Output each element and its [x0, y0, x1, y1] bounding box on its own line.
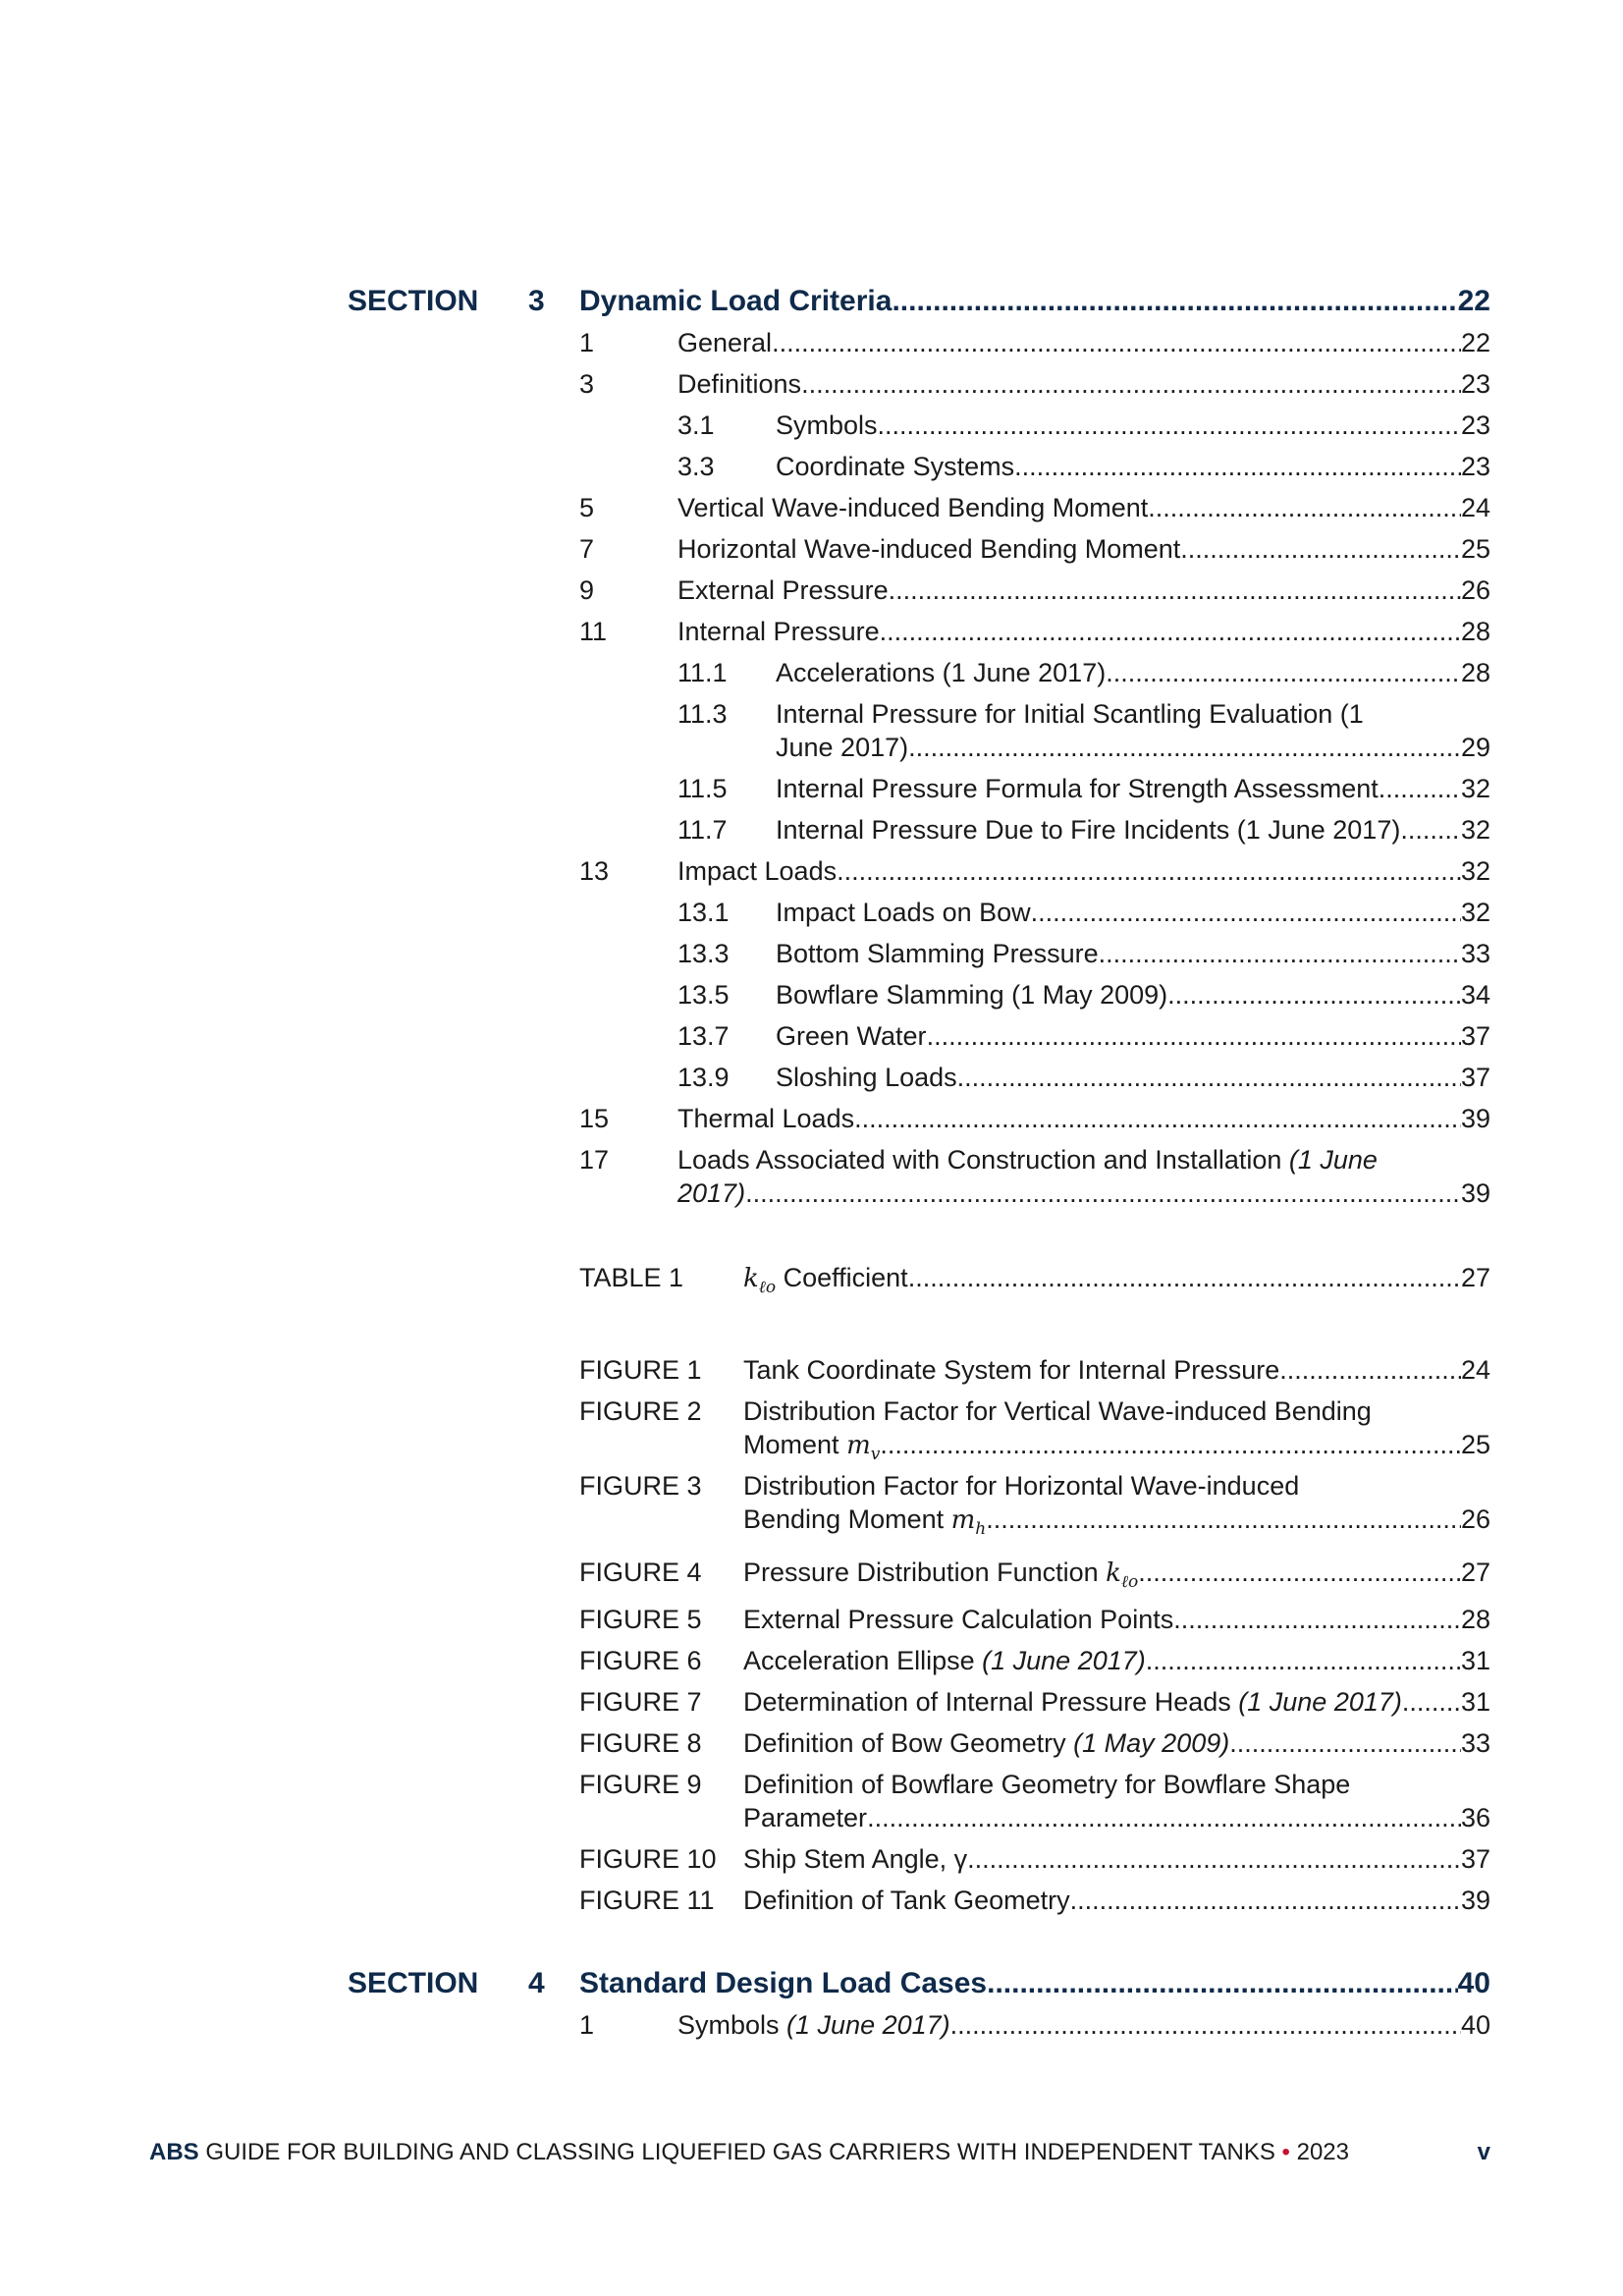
page-number: 27: [1460, 1558, 1490, 1587]
page-number: 25: [1460, 1430, 1490, 1459]
toc-figure-entry[interactable]: [579, 1394, 1490, 1465]
entry-title: Bowflare Slamming (1 May 2009): [776, 980, 1168, 1010]
entry-title: Pressure Distribution Function: [743, 1558, 1099, 1587]
toc-figure-entry[interactable]: [579, 1469, 1490, 1540]
page-number: 32: [1460, 774, 1490, 803]
entry-number: 5: [579, 493, 595, 522]
footer-bullet: •: [1281, 2139, 1290, 2165]
page-number: 39: [1460, 1104, 1490, 1133]
entry-title-line-2: Moment: [743, 1430, 839, 1459]
page-number: 23: [1460, 369, 1490, 399]
entry-title: Definitions: [677, 369, 802, 399]
entry-number: 1: [579, 2010, 595, 2040]
entry-date-note: (1 June 2017): [982, 1646, 1146, 1675]
entry-title: External Pressure Calculation Points: [743, 1605, 1174, 1634]
entry-number: 13: [579, 856, 610, 886]
entry-number: 1: [579, 328, 595, 357]
entry-number: 13.9: [677, 1063, 730, 1092]
section-heading[interactable]: [579, 285, 1490, 318]
section-number: 4: [528, 1967, 545, 1999]
entry-number: 13.7: [677, 1021, 730, 1051]
page-number: 29: [1460, 733, 1490, 762]
page-number: 28: [1460, 658, 1490, 687]
entry-date-note: (1 June: [1288, 1145, 1378, 1175]
figure-label: FIGURE 10: [579, 1844, 717, 1874]
k-lo-symbol: $k_{\ell o}$: [1106, 1558, 1139, 1593]
figure-label: FIGURE 3: [579, 1471, 702, 1501]
entry-number: 11.1: [677, 658, 728, 687]
entry-title: Horizontal Wave-induced Bending Moment: [677, 534, 1181, 564]
page-number: 33: [1460, 1728, 1490, 1758]
entry-date-note: (1 May 2009): [1073, 1728, 1230, 1758]
entry-title: Internal Pressure Due to Fire Incidents (1 June 2017): [776, 815, 1401, 845]
page-number: 32: [1460, 856, 1490, 886]
m-v-symbol: $m_v$: [846, 1431, 881, 1465]
page-number: 23: [1460, 452, 1490, 481]
entry-title: Coefficient: [783, 1263, 908, 1292]
entry-title: Sloshing Loads: [776, 1063, 957, 1092]
page-number: 32: [1460, 898, 1490, 927]
figure-label: FIGURE 9: [579, 1770, 702, 1799]
entry-number: 3: [579, 369, 595, 399]
footer-page-number: v: [1477, 2139, 1490, 2165]
section-label: SECTION: [348, 285, 479, 317]
entry-title: Tank Coordinate System for Internal Pressure: [743, 1355, 1280, 1385]
entry-title-line-1: Distribution Factor for Vertical Wave-induced Bending: [743, 1396, 1372, 1426]
section-heading[interactable]: [579, 1967, 1490, 2000]
page-number: 40: [1460, 2010, 1490, 2040]
entry-title: Determination of Internal Pressure Heads: [743, 1687, 1231, 1717]
page-number: 37: [1460, 1063, 1490, 1092]
figure-label: FIGURE 4: [579, 1558, 702, 1587]
page-number: 39: [1460, 1886, 1490, 1915]
entry-title: External Pressure: [677, 575, 889, 605]
page-number: 37: [1460, 1021, 1490, 1051]
entry-title: Symbols: [776, 410, 878, 440]
entry-title: Coordinate Systems: [776, 452, 1015, 481]
entry-number: 13.5: [677, 980, 730, 1010]
table-label: TABLE 1: [579, 1263, 684, 1292]
entry-date-note-cont: 2017): [677, 1178, 746, 1208]
page-number: 40: [1457, 1967, 1490, 1999]
k-lo-symbol: $k_{\ell o}$: [743, 1264, 777, 1298]
entry-title-line-2: Bending Moment: [743, 1504, 945, 1534]
figure-label: FIGURE 2: [579, 1396, 702, 1426]
page-number: 24: [1460, 1355, 1490, 1385]
page-number: 34: [1460, 980, 1490, 1010]
page-number: 22: [1457, 285, 1490, 317]
entry-date-note: (1 June 2017): [786, 2010, 950, 2040]
entry-number: 15: [579, 1104, 610, 1133]
section-title: Dynamic Load Criteria: [579, 285, 893, 317]
footer-year: 2023: [1296, 2139, 1349, 2165]
page-number: 32: [1460, 815, 1490, 845]
entry-title: Bottom Slamming Pressure: [776, 939, 1099, 968]
page-number: 23: [1460, 410, 1490, 440]
entry-number: 11: [579, 617, 608, 646]
entry-title: Impact Loads on Bow: [776, 898, 1031, 927]
entry-title-line-1: Loads Associated with Construction and Installation: [677, 1145, 1282, 1175]
page-number: 36: [1460, 1803, 1490, 1832]
entry-title: Internal Pressure Formula for Strength Assessment: [776, 774, 1379, 803]
entry-number: 11.3: [677, 699, 728, 729]
footer-title: GUIDE FOR BUILDING AND CLASSING LIQUEFIED GAS CARRIERS WITH INDEPENDENT TANKS: [205, 2139, 1275, 2165]
section-title: Standard Design Load Cases: [579, 1967, 988, 1999]
page-number: 24: [1460, 493, 1490, 522]
entry-title: Impact Loads: [677, 856, 838, 886]
entry-title: Symbols: [677, 2010, 780, 2040]
entry-title: Ship Stem Angle, γ: [743, 1844, 968, 1874]
entry-number: 13.1: [677, 898, 730, 927]
m-h-symbol: $m_h$: [950, 1505, 987, 1540]
entry-title-line-1: Distribution Factor for Horizontal Wave-induced: [743, 1471, 1300, 1501]
figure-label: FIGURE 6: [579, 1646, 702, 1675]
footer-brand: ABS: [149, 2139, 199, 2165]
entry-title-line-1: Internal Pressure for Initial Scantling Evaluation (1: [776, 699, 1364, 729]
figure-label: FIGURE 7: [579, 1687, 702, 1717]
entry-title: Accelerations (1 June 2017): [776, 658, 1107, 687]
page-number: 28: [1460, 1605, 1490, 1634]
page-footer: [149, 2138, 1490, 2167]
toc-entry[interactable]: [579, 1143, 1490, 1210]
figure-label: FIGURE 8: [579, 1728, 702, 1758]
entry-title: Thermal Loads: [677, 1104, 855, 1133]
entry-title: Definition of Tank Geometry: [743, 1886, 1070, 1915]
entry-number: 7: [579, 534, 595, 564]
figure-label: FIGURE 11: [579, 1886, 715, 1915]
entry-title: General: [677, 328, 773, 357]
page-number: 31: [1460, 1646, 1490, 1675]
entry-number: 9: [579, 575, 595, 605]
page-number: 22: [1460, 328, 1490, 357]
entry-number: 3.1: [677, 410, 715, 440]
page-number: 39: [1460, 1178, 1490, 1208]
figure-label: FIGURE 1: [579, 1355, 702, 1385]
entry-title-line-2: June 2017): [776, 733, 909, 762]
page-number: 37: [1460, 1844, 1490, 1874]
page-number: 26: [1460, 575, 1490, 605]
page-number: 33: [1460, 939, 1490, 968]
entry-title: Vertical Wave-induced Bending Moment: [677, 493, 1149, 522]
section-number: 3: [528, 285, 545, 317]
entry-number: 11.5: [677, 774, 728, 803]
page-number: 31: [1460, 1687, 1490, 1717]
section-label: SECTION: [348, 1967, 479, 1999]
figure-label: FIGURE 5: [579, 1605, 702, 1634]
entry-title: Definition of Bow Geometry: [743, 1728, 1066, 1758]
page-number: 27: [1460, 1263, 1490, 1292]
entry-number: 3.3: [677, 452, 715, 481]
entry-title: Green Water: [776, 1021, 927, 1051]
entry-number: 11.7: [677, 815, 728, 845]
entry-title: Internal Pressure: [677, 617, 880, 646]
page-number: 28: [1460, 617, 1490, 646]
page-number: 25: [1460, 534, 1490, 564]
entry-date-note: (1 June 2017): [1238, 1687, 1402, 1717]
entry-number: 13.3: [677, 939, 730, 968]
toc-subentry[interactable]: [579, 697, 1490, 764]
entry-title-line-2: Parameter: [743, 1803, 868, 1832]
entry-title-line-1: Definition of Bowflare Geometry for Bowflare Shape: [743, 1770, 1351, 1799]
entry-number: 17: [579, 1145, 610, 1175]
page-number: 26: [1460, 1504, 1490, 1534]
entry-title: Acceleration Ellipse: [743, 1646, 975, 1675]
toc-figure-entry[interactable]: [579, 1768, 1490, 1834]
